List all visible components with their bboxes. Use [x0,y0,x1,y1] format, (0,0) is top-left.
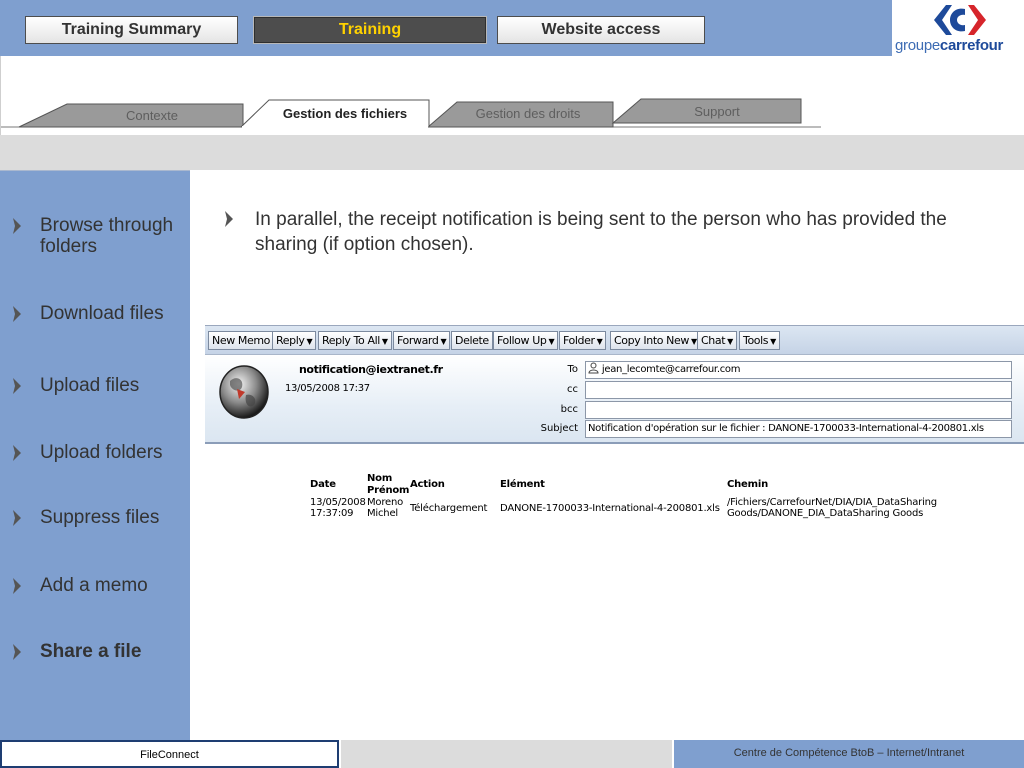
tab-shapes [1,56,1024,135]
training-summary-button[interactable]: Training Summary [25,16,238,44]
sidebar-item-label: Upload files [40,375,140,396]
cell-element: DANONE-1700033-International-4-200801.xls [500,503,720,514]
header-nom: Nom [367,473,393,484]
chevron-right-icon [12,217,22,235]
tab-gestion-des-droits[interactable]: Gestion des droits [475,106,581,121]
carrefour-logo-mark-icon [932,3,988,37]
header-action: Action [410,479,445,490]
follow-up-button[interactable]: Follow Up ▼ [493,331,558,350]
chevron-right-icon [12,377,22,395]
cell-prenom: Michel [367,508,398,519]
email-window [205,325,1024,443]
new-memo-button[interactable]: New Memo [208,331,274,350]
chevron-right-icon [12,444,22,462]
reply-button[interactable]: Reply ▼ [272,331,316,350]
cell-date: 13/05/2008 [310,497,366,508]
sidebar-item-label: Add a memo [40,575,148,596]
cc-label: cc [567,384,578,395]
gray-separator-strip [0,135,1024,170]
cell-nom: Moreno [367,497,404,508]
logo-wordmark: groupecarrefour [895,37,1004,54]
person-icon [588,362,599,374]
bcc-label: bcc [560,404,578,415]
dropdown-arrow-icon: ▼ [381,337,388,346]
sidebar-item-label: Upload folders [40,442,163,463]
chevron-right-icon [12,643,22,661]
tab-gestion-des-fichiers[interactable]: Gestion des fichiers [282,106,408,121]
dropdown-arrow-icon: ▼ [770,337,776,346]
footer-left-label: FileConnect [140,749,199,761]
tab-support[interactable]: Support [694,104,740,119]
email-header [205,355,1024,444]
dropdown-arrow-icon: ▼ [306,337,313,346]
to-value: jean_lecomte@carrefour.com [601,364,741,375]
chat-button[interactable]: Chat ▼ [697,331,737,350]
footer-middle [341,740,672,768]
sidebar-item-label: Share a file [40,641,142,662]
reply-to-all-button[interactable]: Reply To All ▼ [318,331,392,350]
chevron-right-icon [12,305,22,323]
tab-contexte[interactable]: Contexte [125,108,179,123]
forward-button[interactable]: Forward ▼ [393,331,450,350]
subject-field[interactable]: Notification d'opération sur le fichier : DANONE-1700033-International-4-200801.xls [585,420,1012,438]
cc-field[interactable] [585,381,1012,399]
cell-chemin-line2: Goods/DANONE_DIA_DataSharing Goods [727,508,924,519]
footer-right-label: Centre de Compétence BtoB – Internet/Intranet [733,747,965,759]
cell-time: 17:37:09 [310,508,354,519]
sidebar [0,170,190,740]
sender-avatar-globe-icon [218,365,270,419]
header-chemin: Chemin [727,479,769,490]
tools-button[interactable]: Tools ▼ [739,331,780,350]
section-tabs [0,56,1024,135]
copy-into-new-button[interactable]: Copy Into New ▼ [610,331,701,350]
top-nav-bar [0,0,890,56]
footer-centre-competence [674,740,1024,768]
sidebar-item-label: Browse through folders [40,215,174,257]
header-date: Date [310,479,336,490]
dropdown-arrow-icon: ▼ [690,337,697,346]
dropdown-arrow-icon: ▼ [727,337,733,346]
dropdown-arrow-icon: ▼ [596,337,603,346]
subject-label: Subject [540,423,578,434]
header-prenom: Prénom [367,485,410,496]
dropdown-arrow-icon: ▼ [548,337,555,346]
cell-action: Téléchargement [410,503,488,514]
sent-date: 13/05/2008 17:37 [285,383,370,394]
dropdown-arrow-icon: ▼ [440,337,447,346]
bullet-chevron-icon [224,210,234,228]
sidebar-item-label: Download files [40,303,164,324]
to-field[interactable] [585,361,1012,379]
header-element: Elément [500,479,545,490]
chevron-right-icon [12,577,22,595]
folder-button[interactable]: Folder ▼ [559,331,606,350]
main-bullet-text: In parallel, the receipt notification is being sent to the person who has provided the sharing (if option chosen). [255,209,947,255]
cell-chemin-line1: /Fichiers/CarrefourNet/DIA/DIA_DataSharing [727,497,937,508]
email-toolbar [205,326,1024,355]
carrefour-logo [890,0,1024,56]
bcc-field[interactable] [585,401,1012,419]
training-button[interactable]: Training [253,16,487,44]
delete-button[interactable]: Delete [451,331,493,350]
sender-address: notification@iextranet.fr [299,363,443,376]
chevron-right-icon [12,509,22,527]
website-access-button[interactable]: Website access [497,16,705,44]
sidebar-item-label: Suppress files [40,507,160,528]
to-label: To [567,364,578,375]
footer-fileconnect [0,740,339,768]
